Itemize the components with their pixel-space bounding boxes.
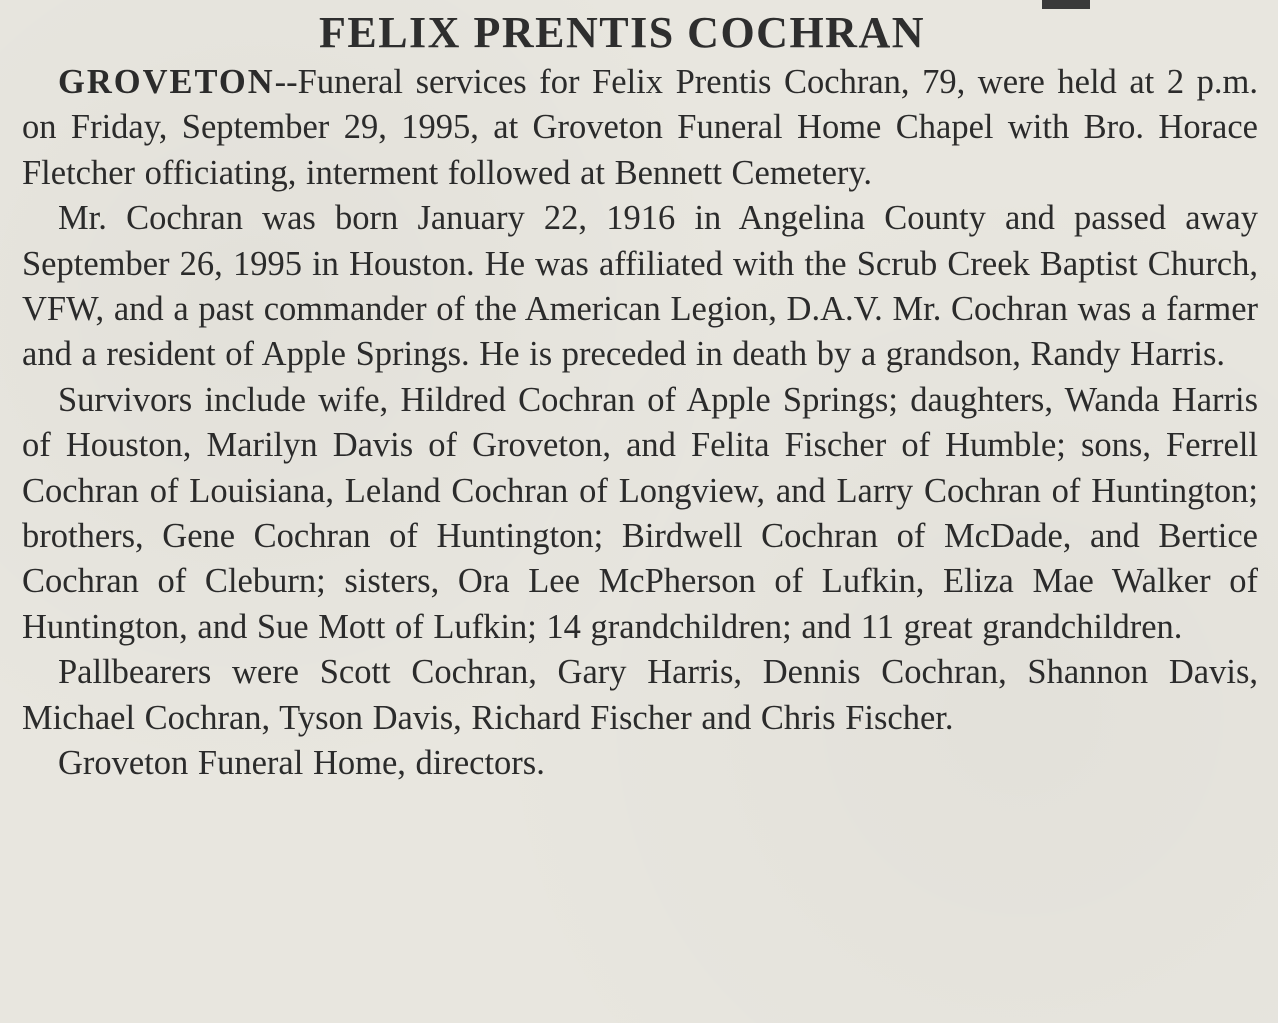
paragraph-biography: Mr. Cochran was born January 22, 1916 in Angelina County and passed away September 26, 1995 in Houston. He was affiliated with the Scrub Creek Baptist Church, VFW, and a past commander of the American Legion, D.A.V. Mr. Cochran was a farmer and a resident of Apple Springs. He is preceded in death by a grandson, Randy Harris.	[22, 199, 1258, 374]
paragraph-pallbearers: Pallbearers were Scott Cochran, Gary Harris, Dennis Cochran, Shannon Davis, Michael Cochran, Tyson Davis, Richard Fischer and Chris Fischer.	[22, 653, 1258, 737]
paragraph-survivors: Survivors include wife, Hildred Cochran of Apple Springs; daughters, Wanda Harris of Houston, Marilyn Davis of Groveton, and Felita Fischer of Humble; sons, Ferrell Cochran of Louisiana, Leland Cochran of Longview, and Larry Cochran of Huntington; brothers, Gene Cochran of Huntington; Birdwell Cochran of McDade, and Bertice Cochran of Cleburn; sisters, Ora Lee McPherson of Lufkin, Eliza Mae Walker of Huntington, and Sue Mott of Lufkin; 14 grandchildren; and 11 great grandchildren.	[22, 380, 1258, 646]
paragraph-services-text: --Funeral services for Felix Prentis Cochran, 79, were held at 2 p.m. on Friday, September 29, 1995, at Groveton Funeral Home Chapel with Bro. Horace Fletcher officiating, interment followed at Bennett Cemetery.	[22, 63, 1258, 192]
paragraph-services	[22, 60, 1258, 196]
obituary-headline: FELIX PRENTIS COCHRAN	[318, 8, 925, 57]
paragraph-directors: Groveton Funeral Home, directors.	[58, 744, 545, 783]
dateline: GROVETON	[58, 63, 275, 101]
